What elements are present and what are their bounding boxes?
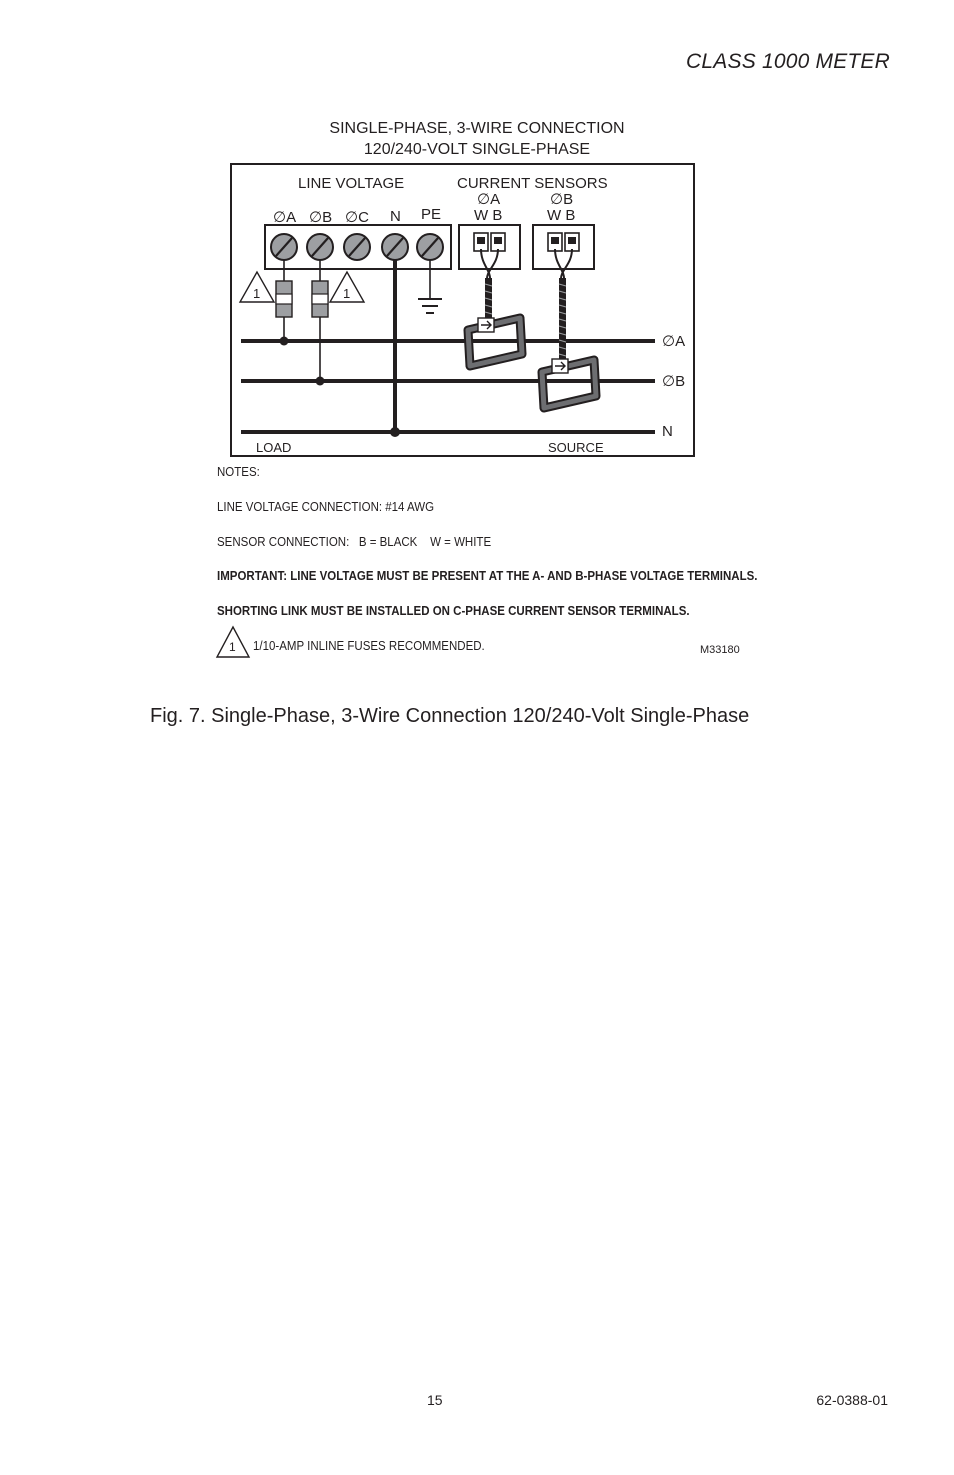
note-line-voltage: LINE VOLTAGE CONNECTION: #14 AWG (217, 500, 435, 514)
diagram-title-line2: 120/240-VOLT SINGLE-PHASE (363, 141, 591, 158)
notes-heading: NOTES: (217, 465, 260, 479)
fuse-a (276, 281, 292, 317)
current-sensors-label: CURRENT SENSORS (457, 175, 608, 192)
sensor-a-terminal-block (459, 225, 520, 269)
document-header-title: CLASS 1000 METER (686, 50, 890, 73)
page-number: 15 (427, 1392, 443, 1408)
sensor-a-wire-label: W B (474, 207, 503, 224)
terminal-label-a: ∅A (273, 209, 297, 226)
bus-label-neutral: N (662, 423, 673, 440)
source-label: SOURCE (548, 440, 604, 455)
current-sensor-clamp-b (542, 359, 596, 408)
line-voltage-label: LINE VOLTAGE (298, 175, 405, 192)
load-label: LOAD (256, 440, 292, 455)
figure-caption: Fig. 7. Single-Phase, 3-Wire Connection 120/240-Volt Single-Phase (150, 705, 750, 727)
sensor-a-phase-label: ∅A (477, 191, 501, 208)
terminal-label-b: ∅B (309, 209, 333, 226)
fuse-marker-left: 1 (253, 286, 261, 301)
fuse-marker-right: 1 (343, 286, 351, 301)
terminal-label-pe: PE (421, 206, 442, 223)
note-fuse-recommendation: 1/10-AMP INLINE FUSES RECOMMENDED. (253, 639, 485, 653)
note-shorting-link: SHORTING LINK MUST BE INSTALLED ON C-PHASE CURRENT SENSOR TERMINALS. (217, 604, 690, 618)
note-fuse-marker: 1 (229, 640, 236, 654)
diagram-title-line1: SINGLE-PHASE, 3-WIRE CONNECTION (329, 120, 625, 137)
terminal-label-c: ∅C (345, 209, 369, 226)
sensor-b-phase-label: ∅B (550, 191, 574, 208)
note-sensor-connection: SENSOR CONNECTION: B = BLACK W = WHITE (217, 535, 492, 549)
figure-code: M33180 (700, 644, 740, 656)
bus-label-phase-b: ∅B (662, 373, 686, 390)
sensor-b-terminal-block (533, 225, 594, 269)
document-number: 62-0388-01 (816, 1392, 888, 1408)
fuse-b (312, 281, 328, 317)
bus-label-phase-a: ∅A (662, 333, 686, 350)
sensor-b-wire-label: W B (547, 207, 576, 224)
note-important: IMPORTANT: LINE VOLTAGE MUST BE PRESENT AT THE A- AND B-PHASE VOLTAGE TERMINALS. (217, 569, 758, 583)
terminal-label-n: N (390, 208, 401, 225)
